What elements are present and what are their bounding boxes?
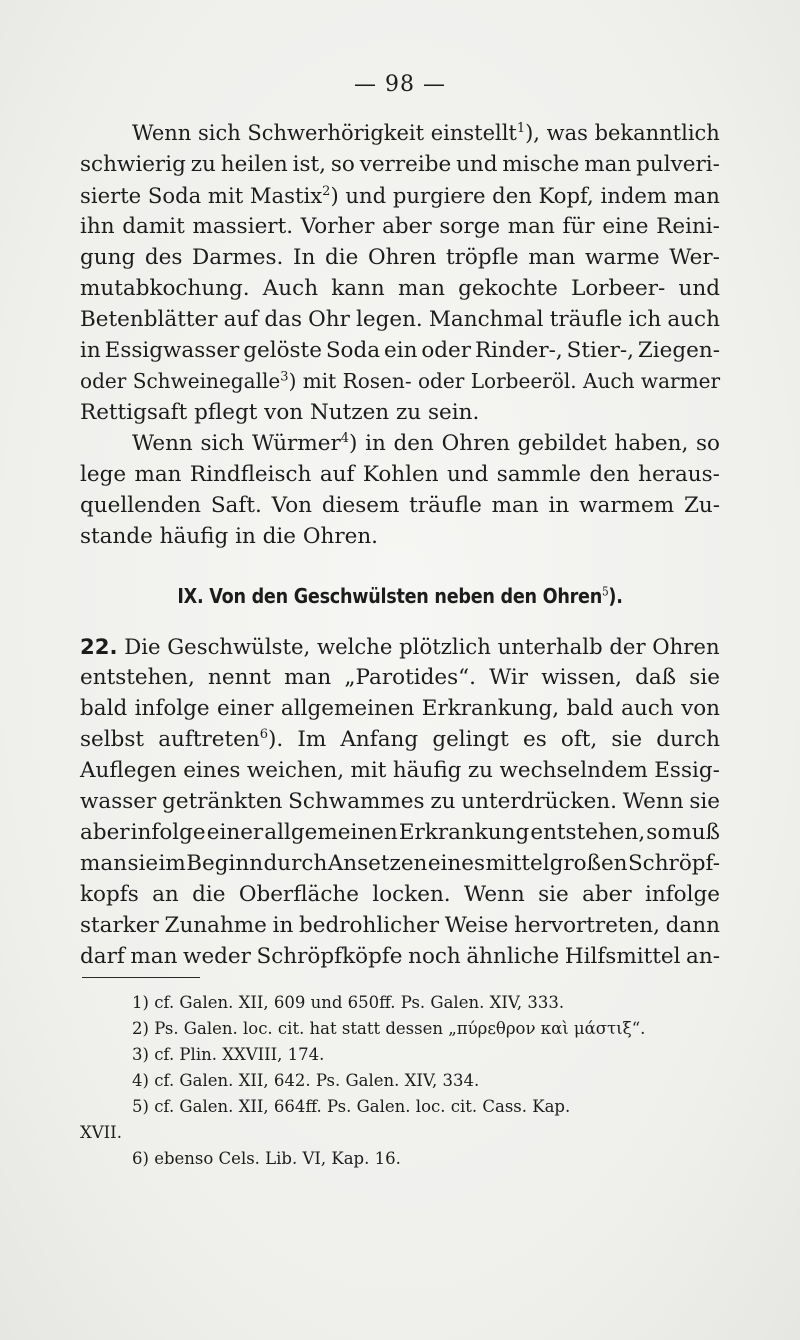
footnote-continuation: XVII. bbox=[80, 1123, 122, 1142]
text-line: 22. Die Geschwülste, welche plötzlich unterhalb der Ohren bbox=[80, 634, 720, 659]
text-line: mutabkochung. Auch kann man gekochte Lorbeer- und bbox=[80, 276, 720, 301]
text-line: quellenden Saft. Von diesem träufle man in warmem Zu- bbox=[80, 493, 720, 518]
text-line: selbst auftreten$^6$). Im Anfang gelingt es oft, sie durch bbox=[80, 726, 720, 752]
footnote: 3) cf. Plin. XXVIII, 174. bbox=[132, 1045, 325, 1064]
footnote: 4) cf. Galen. XII, 642. Ps. Galen. XIV, 334. bbox=[132, 1071, 480, 1090]
text-line: entstehen, nennt man „Parotides“. Wir wissen, daß sie bbox=[80, 665, 720, 690]
text-line: kopfs an die Oberfläche locken. Wenn sie aber infolge bbox=[80, 882, 720, 907]
text-line: lege man Rindfleisch auf Kohlen und sammle den heraus- bbox=[80, 462, 720, 487]
footnote: 2) Ps. Galen. loc. cit. hat statt dessen „πύρεθρον καὶ μάστιξ“. bbox=[132, 1019, 646, 1038]
text-line: darf man weder Schröpfköpfe noch ähnliche Hilfsmittel an- bbox=[80, 944, 720, 969]
text-line: Auflegen eines weichen, mit häufig zu wechselndem Essig- bbox=[80, 758, 720, 783]
footnote: 1) cf. Galen. XII, 609 und 650ff. Ps. Galen. XIV, 333. bbox=[132, 993, 565, 1012]
page-number: — 98 — bbox=[354, 72, 446, 97]
text-line: bald infolge einer allgemeinen Erkrankung, bald auch von bbox=[80, 696, 720, 721]
footnotes bbox=[80, 990, 720, 1172]
text-line: aber infolge einer allgemeinen Erkrankung entstehen, so muß bbox=[80, 820, 720, 845]
footnote-marker: 5 bbox=[601, 584, 609, 599]
text-line: stande häufig in die Ohren. bbox=[80, 524, 379, 549]
footnote: 6) ebenso Cels. Lib. VI, Kap. 16. bbox=[132, 1149, 401, 1168]
text-line: in Essigwasser gelöste Soda ein oder Rinder-, Stier-, Ziegen- bbox=[80, 338, 720, 363]
text-line: sierte Soda mit Mastix$^2$) und purgiere den Kopf, indem man bbox=[80, 183, 720, 208]
footnote-marker: 6 bbox=[259, 726, 268, 742]
text-line: Wenn sich Würmer$^4$) in den Ohren gebildet haben, so bbox=[132, 430, 720, 456]
footnote-rule bbox=[82, 977, 200, 978]
footnote-marker: 4 bbox=[340, 430, 350, 446]
text-line: Wenn sich Schwerhörigkeit einstellt$^1$), was bekanntlich bbox=[132, 121, 720, 145]
section-number: 22. bbox=[80, 634, 118, 659]
text-line: man sie im Beginn durch Ansetzen eines mittelgroßen Schröpf- bbox=[80, 851, 720, 876]
section-heading: IX. Von den Geschwülsten neben den Ohren$^5$). bbox=[177, 584, 623, 608]
text-line: starker Zunahme in bedrohlicher Weise hervortreten, dann bbox=[80, 913, 720, 938]
footnote-marker: 2 bbox=[322, 183, 331, 199]
text-line: gung des Darmes. In die Ohren tröpfle man warme Wer- bbox=[80, 245, 720, 270]
text-line: Rettigsaft pflegt von Nutzen zu sein. bbox=[80, 400, 480, 425]
text-line: wasser getränkten Schwammes zu unterdrücken. Wenn sie bbox=[80, 789, 720, 814]
footnote: 5) cf. Galen. XII, 664ff. Ps. Galen. loc. cit. Cass. Kap. bbox=[132, 1097, 571, 1116]
text-line: oder Schweinegalle$^3$) mit Rosen- oder Lorbeeröl. Auch warmer bbox=[80, 369, 721, 393]
paragraph-1 bbox=[80, 118, 720, 552]
text-line: schwierig zu heilen ist, so verreibe und mische man pulveri- bbox=[80, 152, 720, 177]
footnote-marker: 1 bbox=[516, 121, 526, 136]
footnote-marker: 3 bbox=[280, 369, 289, 385]
text-line: Betenblätter auf das Ohr legen. Manchmal träufle ich auch bbox=[80, 307, 720, 332]
section-22 bbox=[80, 631, 720, 972]
text-line: ihn damit massiert. Vorher aber sorge man für eine Reini- bbox=[80, 214, 720, 239]
